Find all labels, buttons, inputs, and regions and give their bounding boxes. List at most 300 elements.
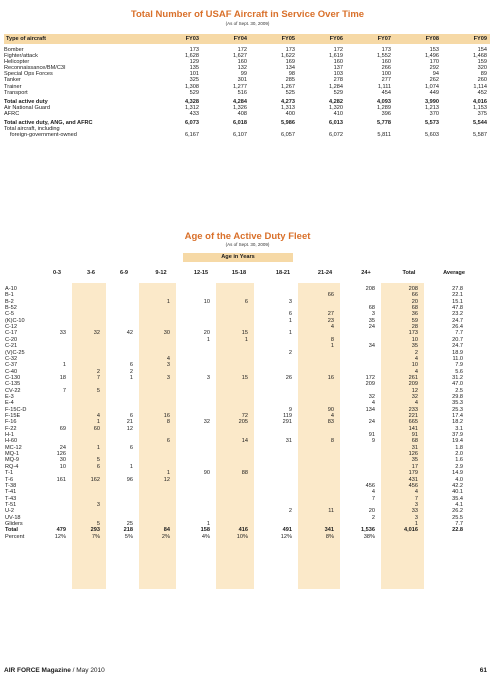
- table1-cell: 137: [333, 65, 343, 72]
- age-cell: 20: [368, 508, 375, 515]
- age-cell: 6: [129, 362, 133, 369]
- aircraft-label: T-51: [5, 501, 17, 508]
- table1-cell: 6,013: [329, 120, 343, 127]
- table1-cell: 1,552: [377, 53, 391, 60]
- percent-cell: 38%: [363, 533, 375, 540]
- aircraft-label: UV-18: [5, 514, 21, 521]
- table1-row-label: Air National Guard: [4, 104, 51, 111]
- aircraft-label: E-3: [5, 393, 14, 400]
- table1-row-label: Tanker: [4, 77, 21, 84]
- age-cell: 16: [163, 413, 170, 419]
- aircraft-label: T-6: [5, 476, 14, 483]
- table2-title: Age of the Active Duty Fleet: [184, 231, 311, 242]
- table1-cell: 160: [237, 59, 247, 66]
- age-cell: 59: [411, 317, 418, 324]
- aircraft-label: F-15E: [5, 413, 21, 419]
- table1-row-label: Trainer: [4, 83, 22, 90]
- table1-cell: 408: [237, 110, 247, 117]
- table1-cell: 5,986: [281, 120, 295, 127]
- table1-row-label: foreign-government-owned: [10, 132, 77, 139]
- aircraft-label: C-12: [5, 324, 18, 331]
- age-cell: 31.2: [452, 374, 463, 381]
- age-cell: 18.9: [452, 349, 463, 356]
- age-cell: 205: [238, 419, 248, 426]
- age-cell: 4: [371, 400, 375, 407]
- age-column-header: Total: [402, 270, 416, 276]
- age-cell: 6: [129, 444, 133, 451]
- table1-cell: 1,619: [329, 53, 343, 60]
- age-cell: 72: [241, 413, 248, 419]
- table1-cell: 6,018: [233, 120, 247, 127]
- aircraft-label: C-130: [5, 374, 21, 381]
- table1-cell: 135: [189, 65, 199, 72]
- age-cell: 9: [371, 438, 375, 445]
- age-cell: 15: [241, 374, 248, 381]
- age-cell: 35: [411, 343, 418, 350]
- table1-cell: 103: [333, 71, 343, 78]
- age-cell: 88: [241, 470, 248, 477]
- age-cell: 68: [368, 305, 375, 312]
- table1-header-cell: FY04: [202, 34, 250, 44]
- table1-cell: 1,628: [185, 53, 199, 60]
- age-cell: 1: [288, 330, 292, 337]
- table1-cell: 410: [333, 110, 343, 117]
- table1-cell: 3,990: [425, 98, 439, 105]
- age-cell: 24.7: [452, 317, 463, 324]
- age-cell: 24: [368, 419, 375, 426]
- age-cell: 83: [327, 419, 334, 426]
- aircraft-label: B-1: [5, 292, 14, 299]
- table1-cell: 4,273: [281, 98, 295, 105]
- aircraft-label: (V)C-25: [5, 349, 25, 356]
- age-cell: 4.0: [455, 476, 463, 483]
- age-cell: 68: [411, 305, 418, 312]
- age-cell: 179: [408, 470, 418, 477]
- table1-row: [4, 132, 490, 138]
- age-cell: 6: [244, 298, 248, 305]
- age-cell: 261: [408, 374, 418, 381]
- age-cell: 291: [282, 419, 292, 426]
- age-cell: 3: [96, 501, 100, 508]
- aircraft-label: A-10: [5, 286, 17, 292]
- percent-cell: 5%: [124, 533, 133, 540]
- age-cell: 12: [126, 425, 133, 432]
- age-cell: 456: [365, 482, 375, 489]
- table1-cell: 278: [333, 77, 343, 84]
- table1-cell: 452: [477, 89, 487, 96]
- age-cell: 33: [59, 330, 66, 337]
- aircraft-label: F-16: [5, 419, 17, 426]
- table1-cell: 454: [381, 89, 391, 96]
- footer-issue: / May 2010: [70, 667, 105, 674]
- age-cell: 126: [56, 451, 66, 458]
- age-band-header: Age in Years: [183, 253, 293, 262]
- table1-row-label: Transport: [4, 89, 28, 96]
- table1-row-label: Bomber: [4, 47, 24, 53]
- age-cell: 25: [126, 520, 133, 527]
- table1-cell: 153: [429, 47, 439, 53]
- table1-row-label: Helicopter: [4, 59, 30, 66]
- table1-cell: 98: [288, 71, 295, 78]
- age-cell: 14.9: [452, 470, 463, 477]
- table1-cell: 1,289: [377, 104, 391, 111]
- table1-header-row: [4, 34, 490, 44]
- age-cell: 209: [408, 381, 418, 388]
- age-cell: 31: [411, 444, 418, 451]
- age-cell: 14: [241, 438, 248, 445]
- age-cell: 119: [283, 413, 292, 419]
- table1-cell: 262: [429, 77, 439, 84]
- age-cell: 35.3: [452, 400, 463, 407]
- table1-cell: 433: [189, 110, 199, 117]
- table1-cell: 1,111: [377, 83, 391, 90]
- age-cell: 19.4: [452, 438, 463, 445]
- table1-cell: 1,312: [185, 104, 199, 111]
- table1-cell: 4,282: [329, 98, 343, 105]
- age-cell: 68: [411, 438, 418, 445]
- age-cell: 1.6: [455, 457, 463, 464]
- table1-cell: 1,153: [473, 104, 487, 111]
- table1-header-cell: Type of aircraft: [4, 34, 154, 44]
- age-cell: 90: [327, 406, 334, 413]
- age-cell: 2: [129, 368, 133, 375]
- age-cell: 23.2: [452, 311, 463, 318]
- table1-cell: 1,074: [425, 83, 439, 90]
- age-cell: 6: [288, 311, 292, 318]
- age-cell: 32: [93, 330, 100, 337]
- table1-cell: 529: [333, 89, 343, 96]
- age-cell: 3: [414, 501, 418, 508]
- table1-cell: 173: [189, 47, 199, 53]
- age-cell: 91: [368, 432, 375, 439]
- age-cell: 32: [411, 393, 418, 400]
- age-cell: 1: [129, 463, 133, 470]
- age-column-header: 6-9: [119, 270, 129, 276]
- aircraft-label: T-41: [5, 489, 17, 496]
- percent-label: Percent: [5, 533, 25, 540]
- age-cell: 60: [93, 425, 100, 432]
- table1-header-cell: FY09: [442, 34, 490, 44]
- aircraft-label: U-2: [5, 508, 15, 515]
- age-cell: 2.5: [455, 387, 463, 394]
- age-cell: 4: [330, 413, 334, 419]
- age-cell: 8: [166, 419, 170, 426]
- age-cell: 35: [411, 457, 418, 464]
- age-cell: 1: [206, 336, 210, 343]
- aircraft-label: CV-22: [5, 387, 21, 394]
- table1-cell: 172: [333, 47, 343, 53]
- age-cell: 162: [90, 476, 100, 483]
- age-cell: 134: [365, 406, 375, 413]
- total-cell: 491: [282, 527, 292, 534]
- age-cell: 7.9: [455, 362, 463, 369]
- age-cell: 3: [206, 374, 210, 381]
- total-cell: 22.8: [452, 527, 463, 534]
- table1-cell: 99: [240, 71, 247, 78]
- aircraft-label: RQ-4: [5, 463, 19, 470]
- age-cell: 7.7: [455, 520, 463, 527]
- table1-cell: 5,544: [473, 120, 487, 127]
- age-cell: 141: [408, 425, 418, 432]
- total-cell: 158: [200, 527, 210, 534]
- age-cell: 7: [96, 374, 100, 381]
- age-cell: 1: [330, 343, 334, 350]
- table1-cell: 1,320: [329, 104, 343, 111]
- table1-cell: 129: [189, 59, 199, 66]
- table1-cell: 4,016: [473, 98, 487, 105]
- table1-cell: 89: [480, 71, 487, 78]
- age-column-header: 18-21: [275, 270, 291, 276]
- age-cell: 22.1: [452, 292, 463, 299]
- age-cell: 10: [203, 298, 210, 305]
- total-cell: 293: [90, 527, 100, 534]
- age-cell: 1: [96, 419, 100, 426]
- age-cell: 26.4: [452, 324, 463, 331]
- aircraft-label: E-4: [5, 400, 14, 407]
- percent-cell: 12%: [280, 533, 292, 540]
- age-cell: 25.5: [452, 514, 463, 521]
- age-cell: 15.1: [452, 298, 463, 305]
- table1-cell: 1,267: [281, 83, 295, 90]
- table1-cell: 301: [237, 77, 247, 84]
- table1-cell: 370: [429, 110, 439, 117]
- footer-magazine: [4, 667, 105, 674]
- age-cell: 5: [96, 387, 100, 394]
- table1-cell: 1,468: [473, 53, 487, 60]
- age-column-header: 24+: [361, 270, 371, 276]
- table1-cell: 1,496: [425, 53, 439, 60]
- page-number: 61: [479, 667, 487, 674]
- table1-cell: 172: [237, 47, 247, 53]
- age-cell: 11: [328, 508, 334, 515]
- aircraft-label: C-40: [5, 368, 18, 375]
- table1-cell: 6,167: [185, 132, 199, 139]
- age-cell: 32: [368, 393, 375, 400]
- age-column-header: 3-6: [86, 270, 96, 276]
- aircraft-in-service-table: [4, 34, 490, 138]
- table1-cell: 5,778: [377, 120, 391, 127]
- age-cell: 3.1: [455, 425, 463, 432]
- aircraft-label: T-1: [5, 470, 14, 477]
- table1-cell: 154: [477, 47, 487, 53]
- table1-cell: 1,277: [233, 83, 247, 90]
- aircraft-label: T-38: [5, 482, 17, 489]
- age-cell: 1: [244, 336, 248, 343]
- aircraft-label: C-17: [5, 330, 18, 337]
- table1-cell: 169: [285, 59, 295, 66]
- age-cell: 4: [330, 324, 334, 331]
- aircraft-label: MQ-9: [5, 457, 19, 464]
- age-cell: 208: [365, 286, 375, 292]
- table1-cell: 94: [432, 71, 439, 78]
- age-cell: 3: [414, 514, 418, 521]
- age-cell: 96: [126, 476, 133, 483]
- age-cell: 1: [288, 317, 292, 324]
- age-cell: 4: [414, 355, 418, 362]
- table1-cell: 5,603: [425, 132, 439, 139]
- age-cell: 28: [411, 324, 418, 331]
- age-cell: 33: [411, 508, 418, 515]
- age-cell: 2: [288, 349, 292, 356]
- age-cell: 2.0: [455, 451, 463, 458]
- table1-row-label: Total active duty: [4, 98, 48, 105]
- age-column-header: 21-24: [317, 270, 333, 276]
- table1-cell: 1,284: [329, 83, 343, 90]
- percent-cell: 12%: [54, 533, 66, 540]
- age-cell: 26.2: [452, 508, 463, 515]
- age-cell: 5.6: [455, 368, 463, 375]
- percent-cell: 2%: [161, 533, 170, 540]
- table1-row-label: Reconnaissance/BM/C3I: [4, 65, 66, 72]
- age-cell: 431: [408, 476, 418, 483]
- age-cell: 21: [126, 419, 133, 426]
- age-cell: 31: [285, 438, 292, 445]
- table1-row-label: Fighter/attack: [4, 53, 38, 60]
- age-cell: 1: [206, 520, 210, 527]
- age-cell: 18.2: [452, 419, 463, 426]
- age-cell: 27.8: [452, 286, 463, 292]
- table1-cell: 525: [285, 89, 295, 96]
- table1-cell: 6,073: [185, 120, 199, 127]
- table1-cell: 325: [189, 77, 199, 84]
- table1-cell: 160: [333, 59, 343, 66]
- age-cell: 34: [368, 343, 375, 350]
- aircraft-label: MQ-1: [5, 451, 19, 458]
- table1-cell: 1,326: [233, 104, 247, 111]
- aircraft-label: F-22: [5, 425, 17, 432]
- age-column-header: Average: [443, 270, 465, 276]
- age-cell: 29.8: [452, 393, 463, 400]
- age-cell: 10: [411, 362, 418, 369]
- age-cell: 4: [414, 368, 418, 375]
- age-cell: 17.4: [452, 413, 463, 419]
- table1-cell: 5,811: [377, 132, 391, 139]
- age-cell: 37.9: [452, 432, 463, 439]
- age-cell: 20: [411, 298, 418, 305]
- table1-row-label: Special Ops Forces: [4, 71, 53, 78]
- table1-cell: 160: [381, 59, 391, 66]
- age-cell: 3: [166, 362, 170, 369]
- table1-cell: 260: [477, 77, 487, 84]
- age-cell: 2: [371, 514, 375, 521]
- age-cell: 32: [203, 419, 210, 426]
- table1-cell: 6,072: [329, 132, 343, 139]
- aircraft-label: F-15C-D: [5, 406, 27, 413]
- age-cell: 35: [368, 317, 375, 324]
- age-cell: 10: [59, 463, 66, 470]
- age-cell: 1: [129, 374, 133, 381]
- age-cell: 2.9: [455, 463, 463, 470]
- age-cell: 24: [59, 444, 66, 451]
- total-cell: 84: [163, 527, 170, 534]
- table1-row-label: Total active duty, ANG, and AFRC: [4, 120, 93, 127]
- table2-subtitle: (As of Sept. 30, 2009): [225, 242, 270, 247]
- age-cell: 2: [96, 368, 100, 375]
- age-cell: 456: [408, 482, 418, 489]
- age-cell: 7.7: [455, 330, 463, 337]
- age-cell: 173: [408, 330, 418, 337]
- table1-cell: 1,114: [473, 83, 487, 90]
- aircraft-label: T-43: [5, 495, 17, 502]
- table1-row-label: AFRC: [4, 110, 20, 117]
- percent-cell: 8%: [325, 533, 334, 540]
- age-cell: 11.0: [452, 355, 463, 362]
- age-cell: 7: [414, 495, 418, 502]
- aircraft-label: B-52: [5, 305, 17, 312]
- age-cell: 3: [371, 311, 375, 318]
- table1-header-cell: FY05: [250, 34, 298, 44]
- age-column-header: 9-12: [155, 270, 167, 276]
- age-cell: 42: [126, 330, 133, 337]
- column-band: [216, 283, 254, 589]
- table1-cell: 4,093: [377, 98, 391, 105]
- aircraft-label: C-135: [5, 381, 21, 388]
- age-cell: 6: [129, 413, 133, 419]
- age-cell: 18: [59, 374, 66, 381]
- total-cell: 479: [56, 527, 66, 534]
- age-cell: 66: [411, 292, 418, 299]
- table1-cell: 132: [237, 65, 247, 72]
- age-cell: 2: [414, 349, 418, 356]
- age-cell: 47.0: [452, 381, 463, 388]
- age-cell: 23: [327, 317, 334, 324]
- age-cell: 90: [203, 470, 210, 477]
- age-cell: 26: [285, 374, 292, 381]
- age-cell: 6: [166, 438, 170, 445]
- age-cell: 221: [408, 413, 418, 419]
- age-cell: 69: [59, 425, 66, 432]
- table1-cell: 5,573: [425, 120, 439, 127]
- aircraft-label: C-37: [5, 362, 18, 369]
- table1-cell: 173: [381, 47, 391, 53]
- total-cell: 341: [324, 527, 334, 534]
- table1-cell: 6,057: [281, 132, 295, 139]
- table1-cell: 400: [285, 110, 295, 117]
- age-cell: 4: [96, 413, 100, 419]
- age-cell: 10: [411, 336, 418, 343]
- table1-cell: 1,622: [281, 53, 295, 60]
- total-cell: 4,016: [404, 527, 418, 534]
- aircraft-label: C-32: [5, 355, 18, 362]
- age-cell: 4: [166, 355, 170, 362]
- table1-header-cell: FY06: [298, 34, 346, 44]
- age-cell: 1: [96, 444, 100, 451]
- age-cell: 27: [327, 311, 334, 318]
- age-cell: 7: [62, 387, 66, 394]
- age-cell: 5: [96, 520, 100, 527]
- age-cell: 209: [365, 381, 375, 388]
- age-cell: 12: [163, 476, 170, 483]
- column-band: [139, 283, 176, 589]
- age-cell: 35.4: [452, 495, 463, 502]
- table1-cell: 292: [429, 65, 439, 72]
- age-cell: 6: [96, 463, 100, 470]
- age-cell: 42.2: [452, 482, 463, 489]
- table1-cell: 266: [381, 65, 391, 72]
- table1-cell: 320: [477, 65, 487, 72]
- age-cell: 12: [411, 387, 418, 394]
- table1-cell: 159: [477, 59, 487, 66]
- age-cell: 233: [408, 406, 418, 413]
- table1-cell: 285: [285, 77, 295, 84]
- age-cell: 24: [368, 324, 375, 331]
- table1-header-cell: FY03: [154, 34, 202, 44]
- aircraft-label: H-60: [5, 438, 18, 445]
- table1-cell: 1,213: [425, 104, 439, 111]
- age-cell: 2: [288, 508, 292, 515]
- total-cell: 1,536: [361, 527, 375, 534]
- age-cell: 1: [166, 470, 170, 477]
